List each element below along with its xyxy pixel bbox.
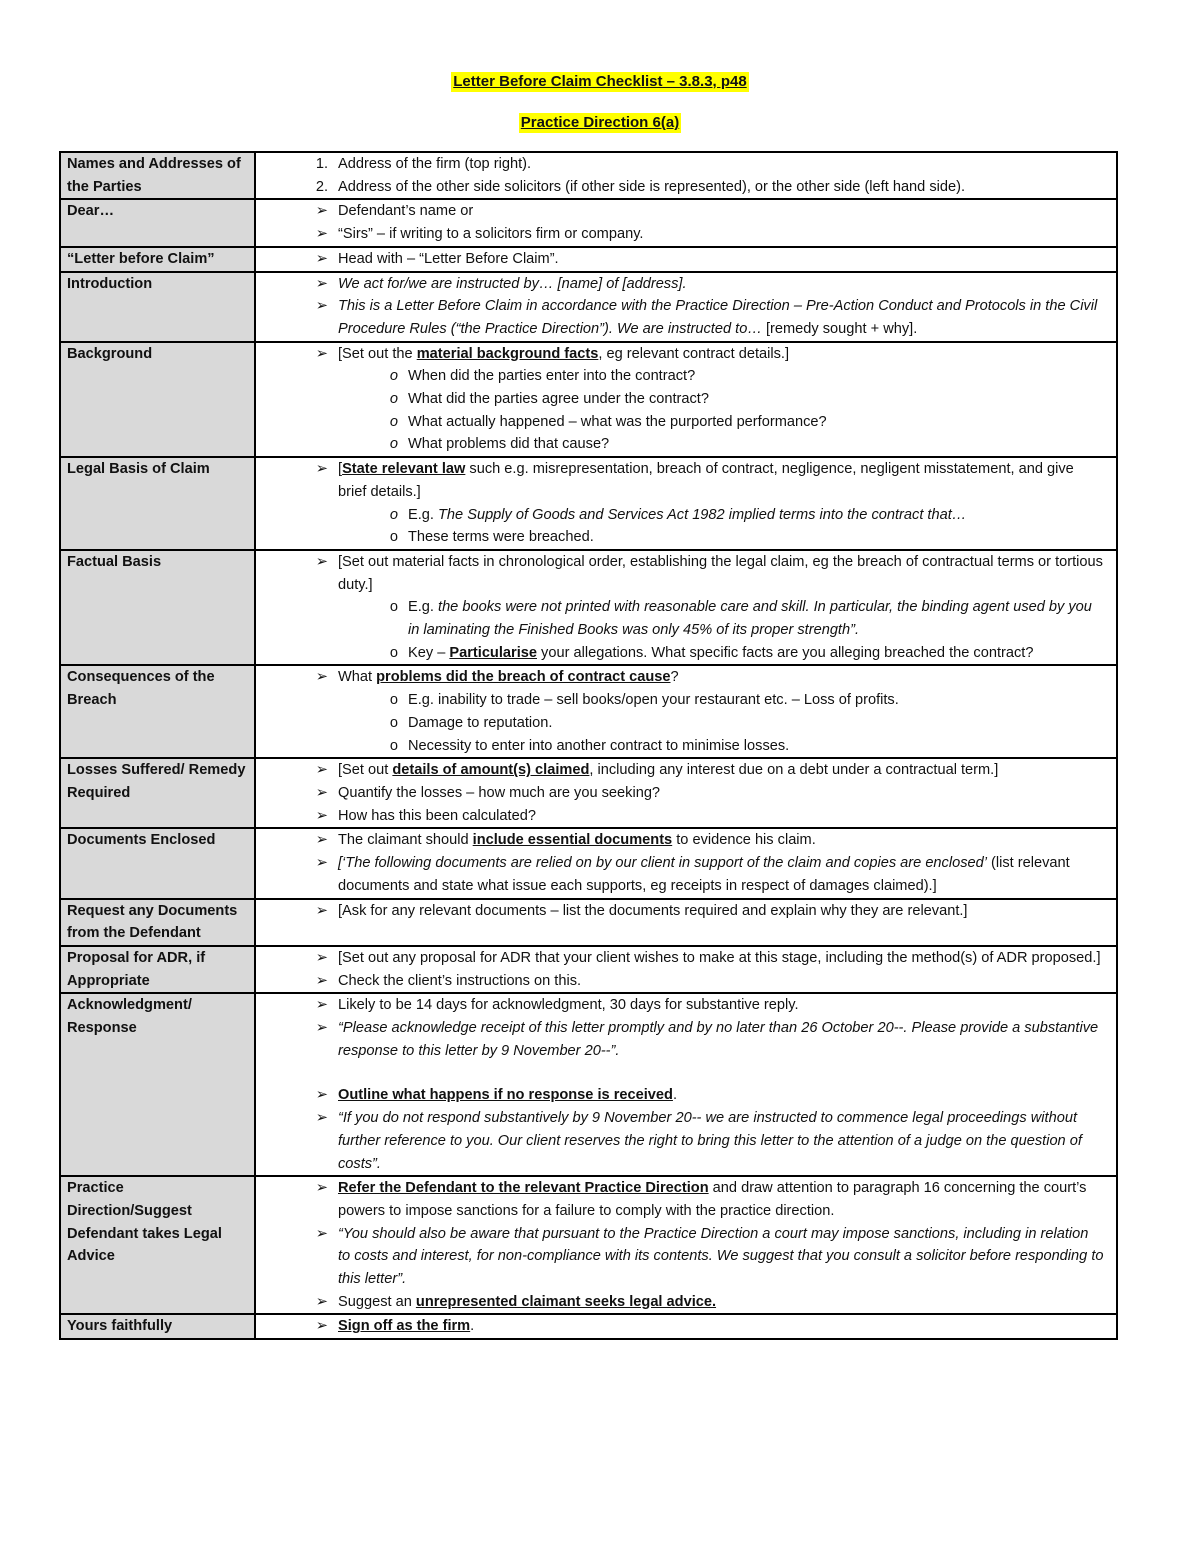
row-label: Losses Suffered/ Remedy Required xyxy=(60,758,255,828)
text-segment: . xyxy=(470,1318,475,1335)
text-segment: [Ask for any relevant documents – list the documents required and explain why they are relevant.] xyxy=(338,902,968,919)
item-text xyxy=(408,411,1110,434)
arrow-bullet-icon: ➢ xyxy=(315,902,328,919)
text-segment: , eg relevant contract details.] xyxy=(598,345,790,362)
row-content xyxy=(255,993,1117,1176)
text-segment: When did the parties enter into the contract? xyxy=(408,368,696,385)
text-segment: [Set out xyxy=(338,762,393,779)
list-marker: o xyxy=(389,714,398,731)
text-segment: material background facts xyxy=(416,345,599,362)
checklist-item xyxy=(262,805,1110,828)
text-segment: E.g. inability to trade – sell books/open your restaurant etc. – Loss of profits. xyxy=(408,692,899,709)
checklist-row xyxy=(60,946,1117,993)
item-text xyxy=(408,526,1110,549)
checklist-item xyxy=(262,526,1110,549)
checklist-item xyxy=(262,1315,1110,1338)
checklist-item xyxy=(262,1084,1110,1107)
checklist-item xyxy=(262,1017,1110,1062)
text-segment: This is a Letter Before Claim in accordance with the Practice Direction – Pre-Action Conduct and Protocols in the Civil Procedure Rules (“the Practice Direction”). We are instructed to… xyxy=(338,298,1098,337)
row-content xyxy=(255,1314,1117,1339)
text-segment: (list relevant documents and state what issue each supports, eg receipts in respect of damages claimed).] xyxy=(338,855,1070,894)
text-segment: “Please acknowledge receipt of this letter promptly and by no later than 26 October 20--. Please provide a substantive response to this letter by 9 November 20--”. xyxy=(338,1020,1099,1059)
item-text xyxy=(338,666,1110,689)
item-text xyxy=(338,200,1110,223)
arrow-bullet-icon: ➢ xyxy=(315,762,328,779)
checklist-row xyxy=(60,899,1117,946)
text-segment: such e.g. misrepresentation, breach of contract, negligence, negligent misstatement, and give brief details.] xyxy=(338,461,1074,500)
item-text xyxy=(338,1084,1110,1107)
checklist-item xyxy=(262,642,1110,665)
row-content xyxy=(255,152,1117,199)
text-segment: problems did the breach of contract cause xyxy=(376,669,671,686)
row-label: Legal Basis of Claim xyxy=(60,457,255,550)
list-marker: o xyxy=(389,529,398,546)
text-segment: What did the parties agree under the contract? xyxy=(408,391,709,408)
item-text xyxy=(338,248,1110,271)
checklist-item xyxy=(262,829,1110,852)
text-segment: ? xyxy=(670,669,679,686)
list-marker: o xyxy=(389,436,398,453)
text-segment: [Set out any proposal for ADR that your client wishes to make at this stage, including the method(s) of ADR proposed.] xyxy=(338,949,1101,966)
text-segment: “Sirs” – if writing to a solicitors firm or company. xyxy=(338,226,644,243)
item-text xyxy=(338,782,1110,805)
checklist-item xyxy=(262,596,1110,641)
row-label: Background xyxy=(60,342,255,458)
row-label: Dear… xyxy=(60,199,255,246)
spacer xyxy=(262,1062,1110,1084)
checklist-item xyxy=(262,458,1110,503)
checklist-item xyxy=(262,411,1110,434)
checklist-row xyxy=(60,199,1117,246)
checklist-item xyxy=(262,388,1110,411)
checklist-item xyxy=(262,223,1110,246)
text-segment: [Set out the xyxy=(338,345,417,362)
row-label: Request any Documents from the Defendant xyxy=(60,899,255,946)
checklist-item xyxy=(262,1177,1110,1222)
row-label: Yours faithfully xyxy=(60,1314,255,1339)
arrow-bullet-icon: ➢ xyxy=(315,972,328,989)
row-label: Acknowledgment/ Response xyxy=(60,993,255,1176)
text-segment: Particularise xyxy=(449,644,537,661)
checklist-item xyxy=(262,735,1110,758)
item-text xyxy=(338,970,1110,993)
text-segment: E.g. xyxy=(408,599,439,616)
text-segment: Likely to be 14 days for acknowledgment, 30 days for substantive reply. xyxy=(338,997,799,1014)
checklist-item xyxy=(262,852,1110,897)
row-label: Proposal for ADR, if Appropriate xyxy=(60,946,255,993)
checklist-row xyxy=(60,828,1117,898)
arrow-bullet-icon: ➢ xyxy=(315,1225,328,1242)
item-text xyxy=(338,223,1110,246)
document-subtitle: Practice Direction 6(a) xyxy=(520,114,680,131)
checklist-item xyxy=(262,900,1110,923)
item-text xyxy=(338,343,1110,366)
text-segment: Necessity to enter into another contract to minimise losses. xyxy=(408,737,790,754)
item-text xyxy=(338,759,1110,782)
arrow-bullet-icon: ➢ xyxy=(315,226,328,243)
checklist-item xyxy=(262,295,1110,340)
item-text xyxy=(338,829,1110,852)
page-titles xyxy=(0,72,1200,133)
text-segment: the books were not printed with reasonable care and skill. In particular, the binding agent used by you in laminating the Finished Books was only 45% of its proper strength”. xyxy=(408,599,1092,639)
row-content xyxy=(255,758,1117,828)
row-content xyxy=(255,457,1117,550)
text-segment: What xyxy=(338,669,377,686)
list-marker: o xyxy=(389,737,398,754)
text-segment: E.g. xyxy=(408,506,439,523)
text-segment: Head with – “Letter Before Claim”. xyxy=(338,250,559,267)
list-marker: o xyxy=(389,506,398,523)
item-text xyxy=(338,1017,1110,1062)
text-segment: Damage to reputation. xyxy=(408,714,553,731)
text-segment: details of amount(s) claimed xyxy=(392,762,590,779)
checklist-row xyxy=(60,272,1117,342)
text-segment: [‘The following documents are relied on by our client in support of the claim and copies are enclosed’ xyxy=(338,855,987,872)
checklist-item xyxy=(262,365,1110,388)
checklist-row xyxy=(60,342,1117,458)
arrow-bullet-icon: ➢ xyxy=(315,1110,328,1127)
checklist-item xyxy=(262,433,1110,456)
arrow-bullet-icon: ➢ xyxy=(315,461,328,478)
checklist-item xyxy=(262,712,1110,735)
item-text xyxy=(338,176,1110,199)
row-content xyxy=(255,199,1117,246)
item-text xyxy=(408,596,1110,641)
text-segment: Address of the other side solicitors (if other side is represented), or the other side (left hand side). xyxy=(338,178,966,195)
item-text xyxy=(338,458,1110,503)
text-segment: “If you do not respond substantively by 9 November 20-- we are instructed to commence legal proceedings without further reference to you. Our client reserves the right to bring this letter to the attention of a judge on the question of costs”. xyxy=(338,1110,1082,1172)
checklist-row xyxy=(60,550,1117,666)
text-segment: [remedy sought + why]. xyxy=(761,320,918,337)
text-segment: your allegations. What specific facts are you alleging breached the contract? xyxy=(537,644,1034,661)
checklist-item xyxy=(262,153,1110,176)
item-text xyxy=(408,642,1110,665)
row-label: Factual Basis xyxy=(60,550,255,666)
arrow-bullet-icon: ➢ xyxy=(315,1293,328,1310)
item-text xyxy=(338,1177,1110,1222)
arrow-bullet-icon: ➢ xyxy=(315,553,328,570)
text-segment: . xyxy=(672,1087,677,1104)
text-segment: The claimant should xyxy=(338,832,473,849)
text-segment: Defendant’s name or xyxy=(338,203,474,220)
checklist-item xyxy=(262,994,1110,1017)
item-text xyxy=(408,388,1110,411)
item-text xyxy=(338,1315,1110,1338)
checklist-row xyxy=(60,247,1117,272)
arrow-bullet-icon: ➢ xyxy=(315,345,328,362)
row-label: Names and Addresses of the Parties xyxy=(60,152,255,199)
text-segment: These terms were breached. xyxy=(408,529,594,546)
row-label: “Letter before Claim” xyxy=(60,247,255,272)
text-segment: We act for/we are instructed by… [name] of [address]. xyxy=(338,275,687,292)
checklist-item xyxy=(262,666,1110,689)
checklist-item xyxy=(262,970,1110,993)
row-content xyxy=(255,550,1117,666)
text-segment: Refer the Defendant to the relevant Practice Direction xyxy=(338,1180,709,1197)
text-segment: What problems did that cause? xyxy=(408,436,610,453)
text-segment: and draw attention to paragraph 16 concerning the court’s powers to impose sanctions for a failure to comply with the practice direction. xyxy=(338,1180,1087,1219)
text-segment: to evidence his claim. xyxy=(672,832,816,849)
item-text xyxy=(338,551,1110,596)
checklist-table xyxy=(59,151,1118,1340)
arrow-bullet-icon: ➢ xyxy=(315,669,328,686)
list-marker: o xyxy=(389,391,398,408)
checklist-item xyxy=(262,1223,1110,1291)
checklist-item xyxy=(262,947,1110,970)
item-text xyxy=(338,1223,1110,1291)
text-segment: Check the client’s instructions on this. xyxy=(338,972,582,989)
checklist-item xyxy=(262,343,1110,366)
arrow-bullet-icon: ➢ xyxy=(315,949,328,966)
row-label: Practice Direction/Suggest Defendant takes Legal Advice xyxy=(60,1176,255,1314)
item-text xyxy=(338,1107,1110,1175)
arrow-bullet-icon: ➢ xyxy=(315,1020,328,1037)
row-label: Consequences of the Breach xyxy=(60,665,255,758)
item-text xyxy=(338,852,1110,897)
row-content xyxy=(255,828,1117,898)
text-segment: include essential documents xyxy=(472,832,673,849)
checklist-row xyxy=(60,457,1117,550)
row-content xyxy=(255,342,1117,458)
text-segment: , including any interest due on a debt under a contractual term.] xyxy=(589,762,999,779)
list-marker: o xyxy=(389,692,398,709)
checklist-row xyxy=(60,758,1117,828)
text-segment: unrepresented claimant seeks legal advice. xyxy=(415,1293,717,1310)
text-segment: Outline what happens if no response is received xyxy=(338,1087,673,1104)
item-text xyxy=(338,994,1110,1017)
checklist-item xyxy=(262,200,1110,223)
row-content xyxy=(255,272,1117,342)
checklist-item xyxy=(262,782,1110,805)
text-segment: What actually happened – what was the purported performance? xyxy=(408,413,827,430)
item-text xyxy=(338,805,1110,828)
checklist-item xyxy=(262,248,1110,271)
list-marker: o xyxy=(389,599,398,616)
row-label: Introduction xyxy=(60,272,255,342)
arrow-bullet-icon: ➢ xyxy=(315,275,328,292)
checklist-item xyxy=(262,551,1110,596)
item-text xyxy=(408,712,1110,735)
item-text xyxy=(338,273,1110,296)
checklist-row xyxy=(60,993,1117,1176)
checklist-item xyxy=(262,1107,1110,1175)
checklist-item xyxy=(262,273,1110,296)
item-text xyxy=(338,295,1110,340)
arrow-bullet-icon: ➢ xyxy=(315,807,328,824)
arrow-bullet-icon: ➢ xyxy=(315,1318,328,1335)
row-label: Documents Enclosed xyxy=(60,828,255,898)
checklist-row xyxy=(60,1176,1117,1314)
text-segment: State relevant law xyxy=(342,461,466,478)
arrow-bullet-icon: ➢ xyxy=(315,1180,328,1197)
arrow-bullet-icon: ➢ xyxy=(315,997,328,1014)
list-marker: o xyxy=(389,644,398,661)
item-text xyxy=(408,689,1110,712)
item-text xyxy=(338,947,1110,970)
list-marker: 1. xyxy=(315,156,328,172)
checklist-item xyxy=(262,504,1110,527)
text-segment: The Supply of Goods and Services Act 1982 implied terms into the contract that… xyxy=(438,506,967,523)
checklist-item xyxy=(262,176,1110,199)
arrow-bullet-icon: ➢ xyxy=(315,832,328,849)
checklist-item xyxy=(262,759,1110,782)
row-content xyxy=(255,899,1117,946)
checklist-item xyxy=(262,1291,1110,1314)
checklist-item xyxy=(262,689,1110,712)
arrow-bullet-icon: ➢ xyxy=(315,855,328,872)
arrow-bullet-icon: ➢ xyxy=(315,784,328,801)
item-text xyxy=(338,1291,1110,1314)
text-segment: [ xyxy=(338,461,343,478)
item-text xyxy=(338,153,1110,176)
arrow-bullet-icon: ➢ xyxy=(315,250,328,267)
item-text xyxy=(408,365,1110,388)
row-content xyxy=(255,665,1117,758)
list-marker: o xyxy=(389,368,398,385)
text-segment: “You should also be aware that pursuant to the Practice Direction a court may impose sanctions, including in relation to costs and interest, for non-compliance with its contents. We suggest that you consult a solicitor before responding to this letter”. xyxy=(338,1225,1104,1288)
list-marker: 2. xyxy=(315,178,328,195)
text-segment: Suggest an xyxy=(338,1293,416,1310)
arrow-bullet-icon: ➢ xyxy=(315,298,328,315)
row-content xyxy=(255,946,1117,993)
item-text xyxy=(408,735,1110,758)
item-text xyxy=(408,504,1110,527)
text-segment: How has this been calculated? xyxy=(338,807,536,824)
text-segment: Quantify the losses – how much are you seeking? xyxy=(338,784,661,801)
text-segment: Address of the firm (top right). xyxy=(338,156,532,172)
arrow-bullet-icon: ➢ xyxy=(315,1087,328,1104)
item-text xyxy=(408,433,1110,456)
item-text xyxy=(338,900,1110,923)
row-content xyxy=(255,1176,1117,1314)
text-segment: Sign off as the firm xyxy=(338,1318,471,1335)
checklist-row xyxy=(60,665,1117,758)
document-title: Letter Before Claim Checklist – 3.8.3, p48 xyxy=(453,73,747,90)
list-marker: o xyxy=(389,413,398,430)
row-content xyxy=(255,247,1117,272)
text-segment: [Set out material facts in chronological order, establishing the legal claim, eg the breach of contractual terms or tortious duty.] xyxy=(338,553,1103,593)
checklist-row xyxy=(60,152,1117,199)
text-segment: Key – xyxy=(408,644,450,661)
checklist-row xyxy=(60,1314,1117,1339)
arrow-bullet-icon: ➢ xyxy=(315,203,328,220)
